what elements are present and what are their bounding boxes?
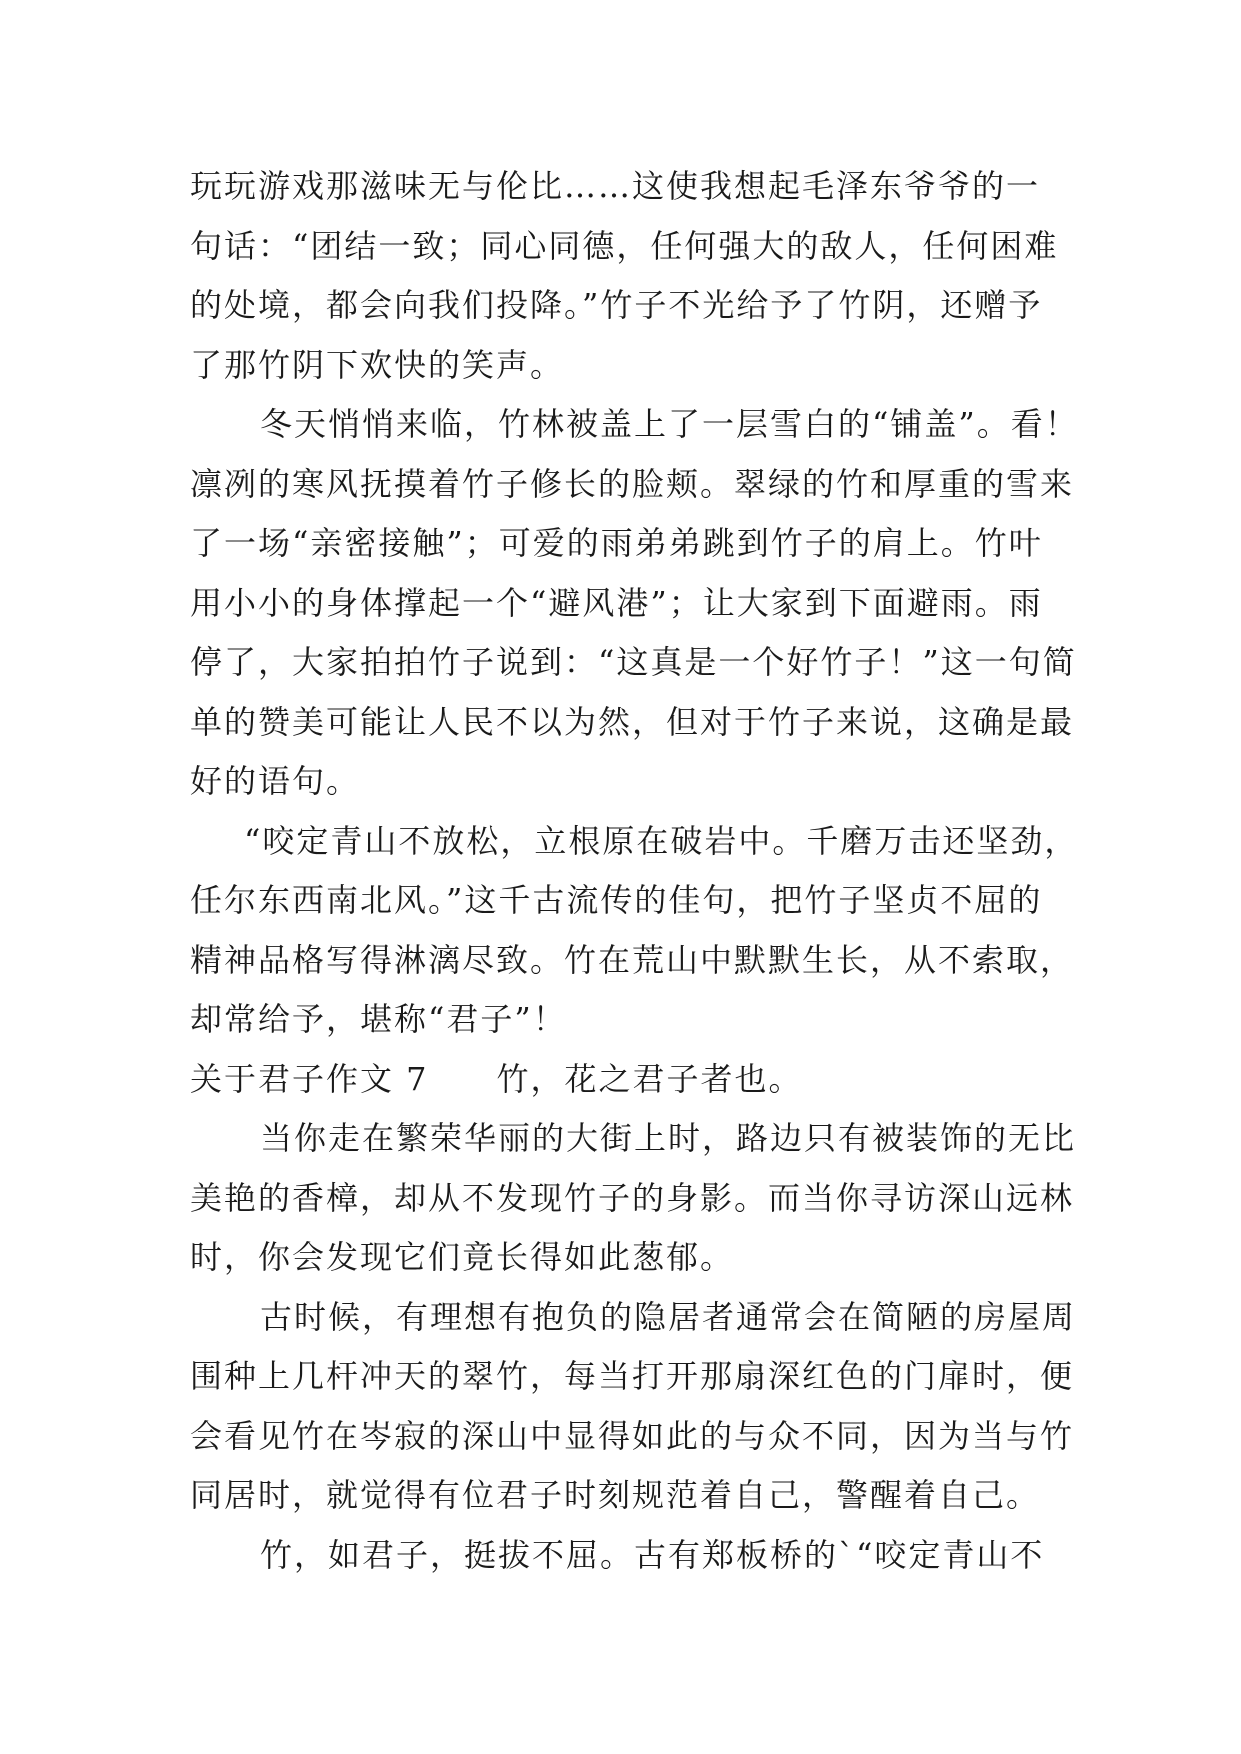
text-line: 同居时，就觉得有位君子时刻规范着自己，警醒着自己。 [190,1476,1041,1514]
text-line: 竹，如君子，挺拔不屈。古有郑板桥的`“咬定青山不 [260,1535,1045,1574]
text-line: 古时候，有理想有抱负的隐居者通常会在简陋的房屋周 [260,1297,1077,1336]
text-line: 了一场“亲密接触”；可爱的雨弟弟跳到竹子的肩上。竹叶 [190,524,1043,562]
text-line: 会看见竹在岑寂的深山中显得如此的与众不同，因为当与竹 [190,1416,1075,1455]
text-line: 的处境，都会向我们投降。”竹子不光给予了竹阴，还赠予 [190,286,1043,324]
text-line: 围种上几杆冲天的翠竹，每当打开那扇深红色的门扉时，便 [190,1357,1075,1395]
text-line: 句话：“团结一致；同心同德，任何强大的敌人，任何困难 [190,226,1059,265]
text-line: 停了，大家拍拍竹子说到：“这真是一个好竹子！”这一句简 [190,643,1077,681]
text-line: 美艳的香樟，却从不发现竹子的身影。而当你寻访深山远林 [190,1178,1075,1217]
text-line: 冬天悄悄来临，竹林被盖上了一层雪白的“铺盖”。看！ [260,405,1079,443]
text-line: “咬定青山不放松，立根原在破岩中。千磨万击还坚劲， [244,821,1079,860]
text-line: 凛冽的寒风抚摸着竹子修长的脸颊。翠绿的竹和厚重的雪来 [190,464,1075,503]
section-heading-line: 关于君子作文 7 竹，花之君子者也。 [190,1059,803,1098]
text-line: 了那竹阴下欢快的笑声。 [190,345,565,384]
text-line: 时，你会发现它们竟长得如此葱郁。 [190,1238,735,1276]
text-line: 玩玩游戏那滋味无与伦比……这使我想起毛泽东爷爷的一 [190,167,1041,205]
text-line: 单的赞美可能让人民不以为然，但对于竹子来说，这确是最 [190,702,1075,741]
text-line: 当你走在繁荣华丽的大街上时，路边只有被装饰的无比 [260,1119,1077,1157]
text-line: 任尔东西南北风。”这千古流传的佳句，把竹子坚贞不屈的 [190,881,1043,919]
text-line: 用小小的身体撑起一个“避风港”；让大家到下面避雨。雨 [190,583,1043,622]
text-line: 却常给予，堪称“君子”！ [190,1000,567,1038]
text-line: 精神品格写得淋漓尽致。竹在荒山中默默生长，从不索取， [190,940,1075,979]
text-line: 好的语句。 [190,762,361,800]
essay-text [190,157,1079,1585]
